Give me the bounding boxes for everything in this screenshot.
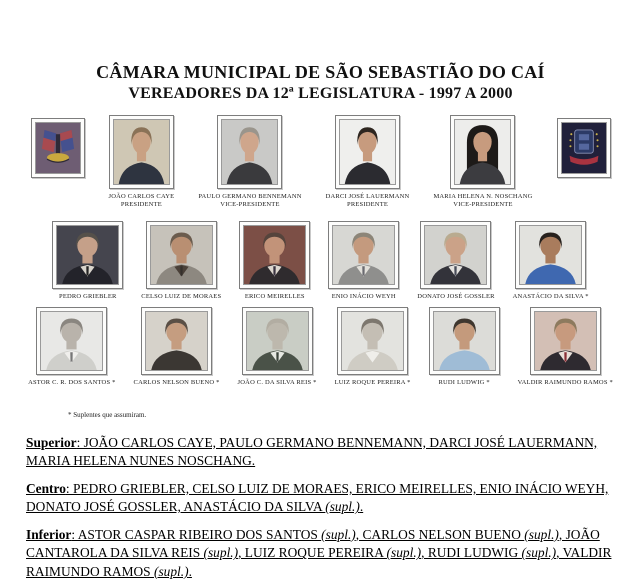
portrait-photo bbox=[242, 307, 313, 375]
member-name: MARIA HELENA N. NOSCHANG bbox=[433, 192, 533, 200]
member-cell bbox=[239, 221, 310, 301]
member-cell bbox=[109, 115, 175, 209]
municipal-coat-of-arms-image bbox=[557, 118, 611, 178]
legend-superior bbox=[26, 434, 617, 471]
member-cell bbox=[513, 221, 589, 301]
member-cell bbox=[52, 221, 123, 301]
member-role: PRESIDENTE bbox=[120, 200, 162, 208]
member-name: DONATO JOSÉ GOSSLER bbox=[417, 292, 495, 300]
member-name: JOÃO CARLOS CAYE bbox=[108, 192, 175, 200]
member-cell bbox=[429, 307, 500, 387]
member-cell bbox=[198, 115, 301, 209]
page-title bbox=[0, 0, 641, 103]
portrait-photo bbox=[420, 221, 491, 289]
member-cell bbox=[134, 307, 220, 387]
legend-superior-text: : JOÃO CARLOS CAYE, PAULO GERMANO BENNEMANN, DARCI JOSÉ LAUERMANN, MARIA HELENA NUNES NOSCHANG. bbox=[26, 434, 598, 469]
member-role: PRESIDENTE bbox=[347, 200, 389, 208]
member-cell bbox=[141, 221, 221, 301]
member-cell bbox=[433, 115, 532, 209]
portrait-photo bbox=[450, 115, 515, 189]
legend-centro-text: : PEDRO GRIEBLER, CELSO LUIZ DE MORAES, ERICO MEIRELLES, ENIO INÁCIO WEYH, DONATO JOSÉ GOSSLER, ANASTÁCIO DA SILVA (supl.). bbox=[26, 480, 609, 515]
legend-inferior-text: : ASTOR CASPAR RIBEIRO DOS SANTOS (supl.), CARLOS NELSON BUENO (supl.), JOÃO CANTAROLA DA SILVA REIS (supl.), LUIZ ROQUE PEREIRA (supl.), RUDI LUDWIG (supl.), VALDIR RAIMUNDO RAMOS (supl.). bbox=[26, 526, 612, 579]
legend-superior-label: Superior bbox=[26, 434, 77, 450]
portrait-photo bbox=[239, 221, 310, 289]
member-cell bbox=[326, 115, 410, 209]
member-name: DARCI JOSÉ LAUERMANN bbox=[325, 192, 410, 200]
legend-inferior bbox=[26, 526, 617, 582]
portrait-photo bbox=[530, 307, 601, 375]
portrait-photo bbox=[335, 115, 400, 189]
photo-row-top bbox=[0, 115, 641, 209]
portrait-photo bbox=[52, 221, 123, 289]
member-name: PEDRO GRIEBLER bbox=[59, 292, 117, 300]
portrait-photo bbox=[429, 307, 500, 375]
member-name: VALDIR RAIMUNDO RAMOS * bbox=[517, 378, 613, 386]
legend-section bbox=[26, 434, 617, 582]
member-cell bbox=[328, 221, 399, 301]
portrait-photo bbox=[337, 307, 408, 375]
portrait-photo bbox=[109, 115, 174, 189]
photo-row-middle bbox=[0, 221, 641, 301]
portrait-photo bbox=[36, 307, 107, 375]
member-name: PAULO GERMANO BENNEMANN bbox=[198, 192, 302, 200]
legend-inferior-label: Inferior bbox=[26, 526, 72, 542]
member-name: ANASTÁCIO DA SILVA * bbox=[512, 292, 589, 300]
member-role: VICE-PRESIDENTE bbox=[453, 200, 513, 208]
state-crest-cell bbox=[31, 115, 85, 178]
member-name: JOÃO C. DA SILVA REIS * bbox=[237, 378, 317, 386]
member-cell bbox=[238, 307, 317, 387]
member-name: CELSO LUIZ DE MORAES bbox=[141, 292, 222, 300]
legend-centro bbox=[26, 480, 617, 517]
member-cell bbox=[335, 307, 411, 387]
member-name: ASTOR C. R. DOS SANTOS * bbox=[28, 378, 116, 386]
member-name: ENIO INÁCIO WEYH bbox=[331, 292, 396, 300]
member-cell bbox=[518, 307, 613, 387]
member-name: CARLOS NELSON BUENO * bbox=[133, 378, 220, 386]
member-cell bbox=[28, 307, 115, 387]
portrait-photo bbox=[146, 221, 217, 289]
photo-row-bottom bbox=[0, 307, 641, 387]
portrait-photo bbox=[217, 115, 282, 189]
portrait-photo bbox=[515, 221, 586, 289]
legend-centro-label: Centro bbox=[26, 480, 66, 496]
member-name: RUDI LUDWIG * bbox=[438, 378, 490, 386]
title-line-2: VEREADORES DA 12ª LEGISLATURA - 1997 A 2000 bbox=[128, 84, 513, 102]
footnote: * Suplentes que assumiram. bbox=[68, 410, 147, 419]
member-name: ERICO MEIRELLES bbox=[244, 292, 305, 300]
state-coat-of-arms-image bbox=[31, 118, 85, 178]
member-role: VICE-PRESIDENTE bbox=[220, 200, 280, 208]
portrait-photo bbox=[328, 221, 399, 289]
member-name: LUIZ ROQUE PEREIRA * bbox=[334, 378, 411, 386]
municipal-crest-cell bbox=[557, 115, 611, 178]
title-line-1: CÂMARA MUNICIPAL DE SÃO SEBASTIÃO DO CAÍ bbox=[96, 62, 545, 82]
member-cell bbox=[417, 221, 494, 301]
portrait-photo bbox=[141, 307, 212, 375]
